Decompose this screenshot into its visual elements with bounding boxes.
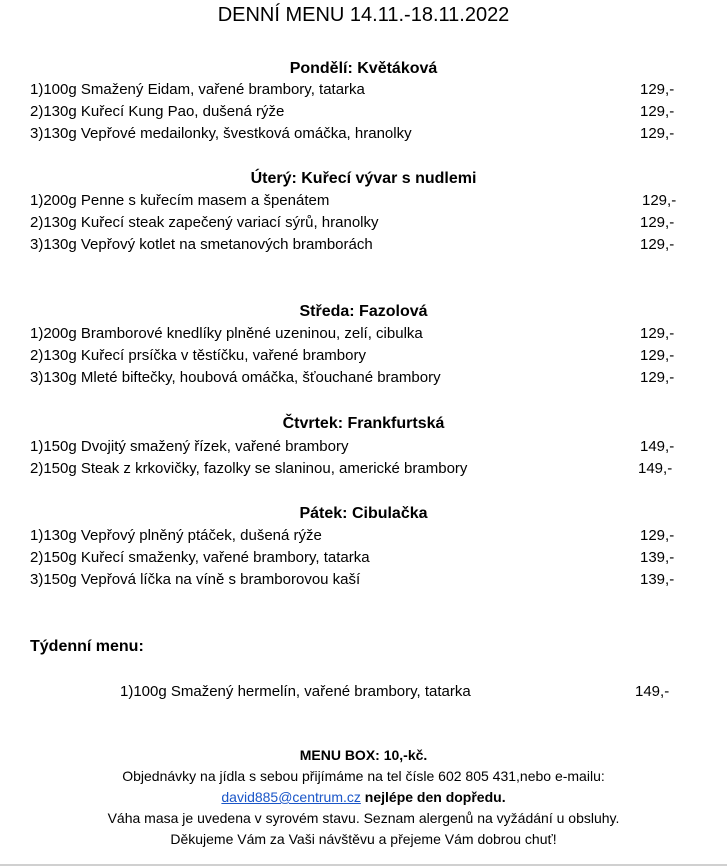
- menu-item-price: 129,-: [640, 125, 675, 142]
- menu-item: [0, 458, 727, 480]
- thanks-note: Děkujeme Vám za Vaši návštěvu a přejeme Vám dobrou chuť!: [170, 831, 557, 847]
- menu-item-name: 2)130g Kuřecí steak zapečený variací sýrů, hranolky: [30, 214, 379, 231]
- menu-item: [0, 234, 727, 256]
- email-line: [0, 787, 727, 808]
- day-heading-wednesday: Středa: Fazolová: [299, 303, 428, 320]
- menu-item-price: 129,-: [640, 527, 675, 544]
- menu-item-price: 129,-: [640, 369, 675, 386]
- menu-item-name: 3)150g Vepřová líčka na víně s bramborovou kaší: [30, 571, 361, 588]
- menu-item: [0, 547, 727, 569]
- menu-item-price: 129,-: [640, 325, 675, 342]
- menu-box-note: MENU BOX: 10,-kč.: [299, 747, 428, 763]
- menu-item-name: 2)150g Steak z krkovičky, fazolky se slaninou, americké brambory: [30, 460, 468, 477]
- weekly-item-name: 1)100g Smažený hermelín, vařené brambory, tatarka: [120, 683, 471, 700]
- day-heading-tuesday: Úterý: Kuřecí vývar s nudlemi: [250, 170, 477, 187]
- menu-item-name: 1)100g Smažený Eidam, vařené brambory, tatarka: [30, 81, 365, 98]
- weekly-menu-item: [0, 681, 727, 703]
- menu-item-name: 3)130g Mleté biftečky, houbová omáčka, šťouchané brambory: [30, 369, 441, 386]
- email-suffix: nejlépe den dopředu.: [364, 789, 506, 805]
- day-heading-friday: Pátek: Cibulačka: [299, 505, 428, 522]
- menu-item-price: 129,-: [640, 103, 675, 120]
- menu-item: [0, 101, 727, 123]
- menu-item: [0, 212, 727, 234]
- menu-item-price: 129,-: [642, 192, 677, 209]
- menu-item-name: 3)130g Vepřové medailonky, švestková omáčka, hranolky: [30, 125, 412, 142]
- orders-note: Objednávky na jídla s sebou přijímáme na tel čísle 602 805 431,nebo e-mailu:: [122, 768, 605, 784]
- email-link[interactable]: david885@centrum.cz: [221, 789, 361, 805]
- menu-item: [0, 436, 727, 458]
- menu-item-name: 2)130g Kuřecí prsíčka v těstíčku, vařené brambory: [30, 347, 366, 364]
- day-heading-monday: Pondělí: Květáková: [289, 60, 438, 77]
- menu-item-name: 2)130g Kuřecí Kung Pao, dušená rýže: [30, 103, 285, 120]
- menu-item-name: 1)200g Bramborové knedlíky plněné uzeninou, zelí, cibulka: [30, 325, 423, 342]
- page-title: DENNÍ MENU 14.11.-18.11.2022: [217, 4, 510, 26]
- menu-item: [0, 79, 727, 101]
- footer: [0, 745, 727, 850]
- menu-item-name: 1)130g Vepřový plněný ptáček, dušená rýže: [30, 527, 322, 544]
- menu-item-price: 139,-: [640, 549, 675, 566]
- weight-note: Váha masa je uvedena v syrovém stavu. Seznam alergenů na vyžádání u obsluhy.: [107, 810, 620, 826]
- menu-item: [0, 345, 727, 367]
- menu-item: [0, 323, 727, 345]
- menu-item: [0, 569, 727, 591]
- menu-item-price: 149,-: [640, 438, 675, 455]
- menu-item: [0, 190, 727, 212]
- day-heading-thursday: Čtvrtek: Frankfurtská: [282, 415, 445, 432]
- menu-item-price: 129,-: [640, 236, 675, 253]
- menu-item-price: 129,-: [640, 81, 675, 98]
- menu-item-price: 139,-: [640, 571, 675, 588]
- menu-item-name: 1)200g Penne s kuřecím masem a špenátem: [30, 192, 330, 209]
- weekly-item-price: 149,-: [635, 683, 670, 700]
- menu-item-price: 129,-: [640, 214, 675, 231]
- menu-item-name: 2)150g Kuřecí smaženky, vařené brambory, tatarka: [30, 549, 370, 566]
- menu-item-name: 1)150g Dvojitý smažený řízek, vařené brambory: [30, 438, 349, 455]
- menu-item-name: 3)130g Vepřový kotlet na smetanových bramborách: [30, 236, 373, 253]
- weekly-menu-heading: Týdenní menu:: [30, 638, 144, 655]
- menu-item: [0, 123, 727, 145]
- menu-item-price: 149,-: [638, 460, 673, 477]
- menu-item-price: 129,-: [640, 347, 675, 364]
- menu-item: [0, 525, 727, 547]
- menu-item: [0, 367, 727, 389]
